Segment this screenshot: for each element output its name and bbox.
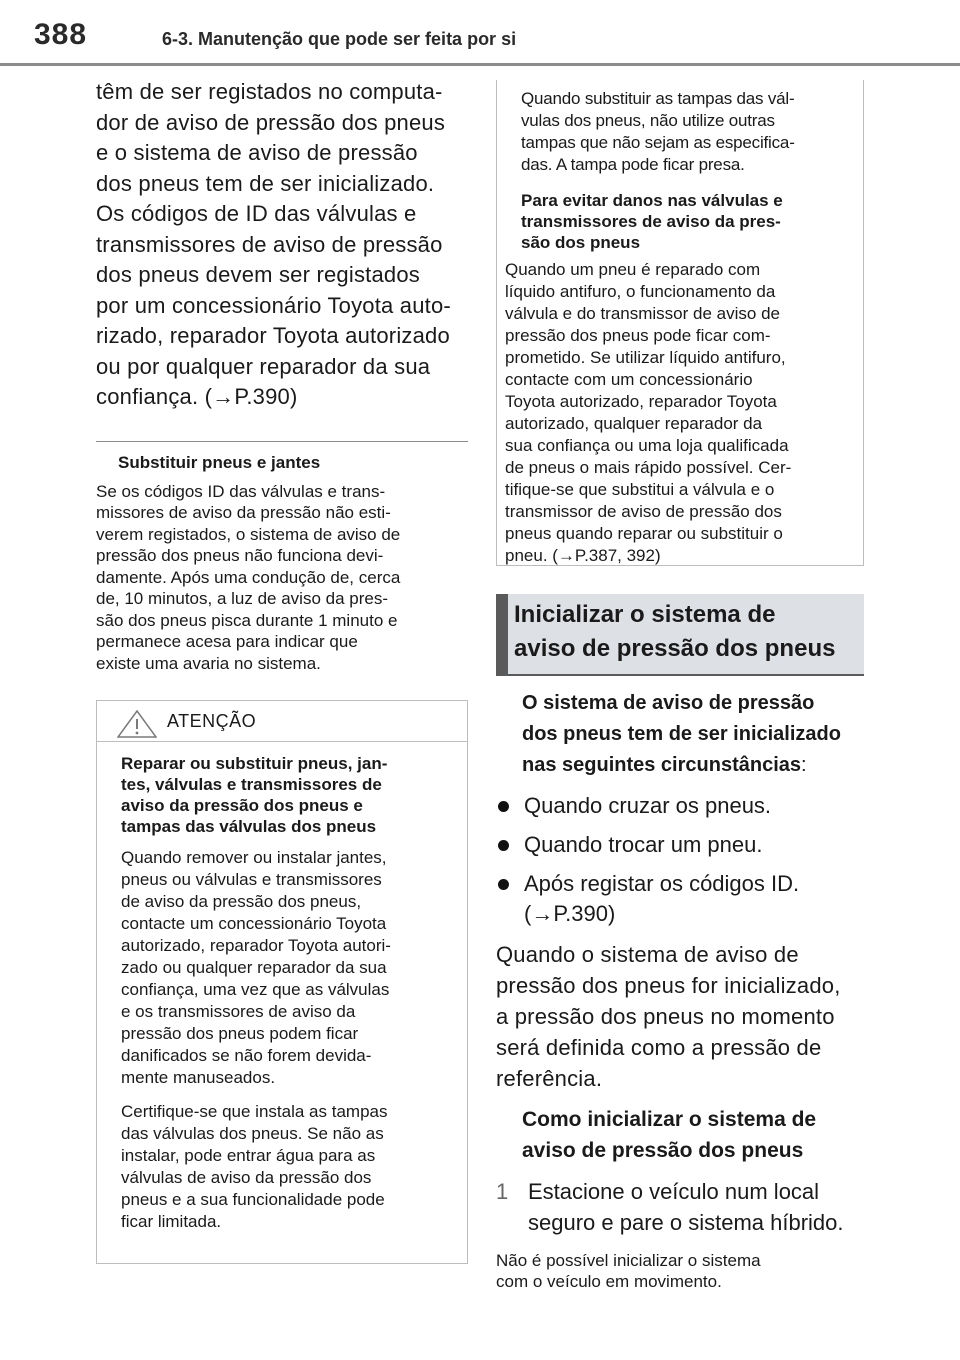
warning-triangle-icon [117, 710, 157, 743]
warning-header [97, 701, 467, 742]
text-line: dor de aviso de pressão dos pneus [96, 109, 446, 135]
text-line: zado ou qualquer reparador da sua [121, 958, 387, 977]
replace-heading: Substituir pneus e jantes [118, 452, 321, 472]
text-line: rizado, reparador Toyota autorizado [96, 323, 450, 348]
text-line: tampas das válvulas dos pneus [121, 817, 377, 836]
bullet-icon [498, 879, 509, 890]
warning-paragraph-2 [121, 1101, 455, 1233]
divider [96, 441, 468, 442]
list-item-text: Após registar os códigos ID. [524, 871, 800, 896]
caution-continued-box [496, 80, 864, 566]
list-item-text: Quando trocar um pneu. [524, 832, 763, 857]
list-item [496, 830, 864, 860]
colon: : [801, 754, 807, 776]
list-item [496, 791, 864, 821]
text-line: sua confiança ou uma loja qualificada [505, 436, 789, 455]
text-line: ou por qualquer reparador da sua [96, 353, 431, 379]
section-heading-band [496, 594, 864, 676]
step-1 [496, 1176, 864, 1238]
text-line: são dos pneus [521, 233, 641, 252]
note-paragraph [496, 1250, 864, 1292]
bullet-icon [498, 801, 509, 812]
text-line: das válvulas dos pneus. Se não as [121, 1124, 384, 1143]
warning-heading [121, 753, 455, 837]
text-line: de pneus o mais rápido possível. Cer- [505, 458, 792, 477]
warning-body [97, 742, 467, 1233]
text-line: válvulas de aviso da pressão dos [121, 1168, 372, 1187]
text-line: pressão dos pneus pode ficar com- [505, 326, 771, 345]
section-title: 6-3. Manutenção que pode ser feita por si [162, 29, 517, 49]
left-column [96, 72, 468, 1264]
section-heading-line: aviso de pressão dos pneus [514, 635, 836, 662]
text-line: pressão dos pneus podem ficar [121, 1024, 359, 1043]
text-line: danificados se não forem devida- [121, 1046, 372, 1065]
text-line: tes, válvulas e transmissores de [121, 775, 382, 794]
text-line: damente. Após uma condução de, cerca [96, 567, 401, 587]
text-line: Quando remover ou instalar jantes, [121, 848, 387, 867]
reference-paragraph [496, 939, 864, 1094]
text-line: contacte um concessionário Toyota [121, 914, 387, 933]
warning-box [96, 700, 468, 1264]
page-reference: (→P.390) [524, 901, 616, 926]
damage-paragraph [505, 259, 851, 567]
text-line: pressão dos pneus não funciona devi- [96, 546, 384, 565]
text-line: será definida como a pressão de [496, 1035, 822, 1060]
text-line: tifique-se que substitui a válvula e o [505, 480, 775, 499]
text-line: transmissor de aviso de pressão dos [505, 502, 782, 521]
text-line: nas seguintes circunstâncias [522, 754, 802, 776]
howto-heading [496, 1104, 864, 1166]
text-line: Se os códigos ID das válvulas e trans- [96, 481, 386, 501]
text-line: de, 10 minutos, a luz de aviso da pres- [96, 589, 388, 608]
text-line: Reparar ou substituir pneus, jan- [121, 754, 388, 773]
text-line: aviso da pressão dos pneus e [121, 796, 363, 815]
header-rule [0, 63, 960, 66]
text-line: existe uma avaria no sistema. [96, 653, 321, 673]
text-line: líquido antifuro, o funcionamento da [505, 282, 776, 301]
section-heading-line: Inicializar o sistema de [514, 601, 776, 628]
warning-paragraph-1 [121, 847, 455, 1089]
text-line: seguro e pare o sistema híbrido. [528, 1210, 844, 1235]
text-line: autorizado, reparador Toyota autori- [121, 936, 391, 955]
text-line: e o sistema de aviso de pressão [96, 140, 418, 165]
text-line: pneus e a sua funcionalidade pode [121, 1190, 385, 1209]
text-line: referência. [496, 1066, 603, 1091]
text-line: Para evitar danos nas válvulas e [521, 191, 783, 210]
text-line: vulas dos pneus, não utilize outras [521, 111, 775, 130]
text-line: O sistema de aviso de pressão [522, 692, 815, 714]
text-line: contacte com um concessionário [505, 370, 753, 389]
text-line: transmissores de aviso da pres- [521, 212, 781, 231]
text-line: Quando substituir as tampas das vál- [521, 89, 795, 108]
text-line: Toyota autorizado, reparador Toyota [505, 392, 777, 411]
text-line: Os códigos de ID das válvulas e [96, 201, 417, 226]
text-line: pneu. (→P.387, 392) [505, 546, 661, 565]
text-line: confiança. (→P.390) [96, 384, 298, 409]
text-line: dos pneus tem de ser inicializado [522, 723, 841, 745]
text-line: pneus ou válvulas e transmissores [121, 870, 382, 889]
warning-title: ATENÇÃO [167, 711, 257, 731]
text-line: transmissores de aviso de pressão [96, 231, 443, 257]
text-line: são dos pneus pisca durante 1 minuto e [96, 610, 398, 630]
text-line: Certifique-se que instala as tampas [121, 1102, 388, 1121]
text-line: prometido. Se utilizar líquido antifuro, [505, 348, 786, 367]
text-line: têm de ser registados no computa- [96, 79, 443, 104]
text-line: instalar, pode entrar água para as [121, 1146, 376, 1165]
list-item [496, 869, 864, 929]
text-line: Como inicializar o sistema de [522, 1108, 817, 1131]
text-line: confiança, uma vez que as válvulas [121, 980, 390, 999]
text-line: a pressão dos pneus no momento [496, 1004, 835, 1029]
page-header [0, 0, 960, 64]
intro-paragraph [96, 77, 468, 413]
text-line: dos pneus devem ser registados [96, 262, 420, 287]
text-line: Quando o sistema de aviso de [496, 942, 799, 967]
text-line: aviso de pressão dos pneus [522, 1139, 804, 1162]
replace-paragraph [96, 481, 468, 675]
page-number: 388 [34, 18, 88, 51]
text-line: pneus quando reparar ou substituir o [505, 524, 783, 543]
text-line: de aviso da pressão dos pneus, [121, 892, 362, 911]
text-line: tampas que não sejam as especifica- [521, 133, 795, 152]
text-line: verem registados, o sistema de aviso de [96, 524, 401, 544]
text-line: válvula e do transmissor de aviso de [505, 304, 780, 323]
text-line: ficar limitada. [121, 1212, 222, 1231]
list-item-text: Quando cruzar os pneus. [524, 793, 772, 818]
text-line: pressão dos pneus for inicializado, [496, 973, 841, 998]
text-line: autorizado, qualquer reparador da [505, 414, 763, 433]
text-line: permanece acesa para indicar que [96, 632, 358, 651]
text-line: Estacione o veículo num local [528, 1179, 820, 1204]
text-line: mente manuseados. [121, 1068, 276, 1087]
text-line: e os transmissores de aviso da [121, 1002, 356, 1021]
text-line: dos pneus tem de ser inicializado. [96, 170, 435, 196]
text-line: com o veículo em movimento. [496, 1272, 722, 1291]
bullet-icon [498, 840, 509, 851]
step-number: 1 [496, 1179, 509, 1204]
valve-caps-paragraph [505, 88, 851, 176]
text-line: Quando um pneu é reparado com [505, 260, 761, 279]
conditions-list [496, 791, 864, 929]
damage-heading [505, 190, 851, 253]
text-line: missores de aviso da pressão não esti- [96, 503, 391, 522]
text-line: por um concessionário Toyota auto- [96, 292, 451, 318]
conditions-heading [496, 688, 864, 781]
text-line: das. A tampa pode ficar presa. [521, 155, 745, 174]
text-line: Não é possível inicializar o sistema [496, 1251, 761, 1270]
right-column [496, 80, 864, 1292]
